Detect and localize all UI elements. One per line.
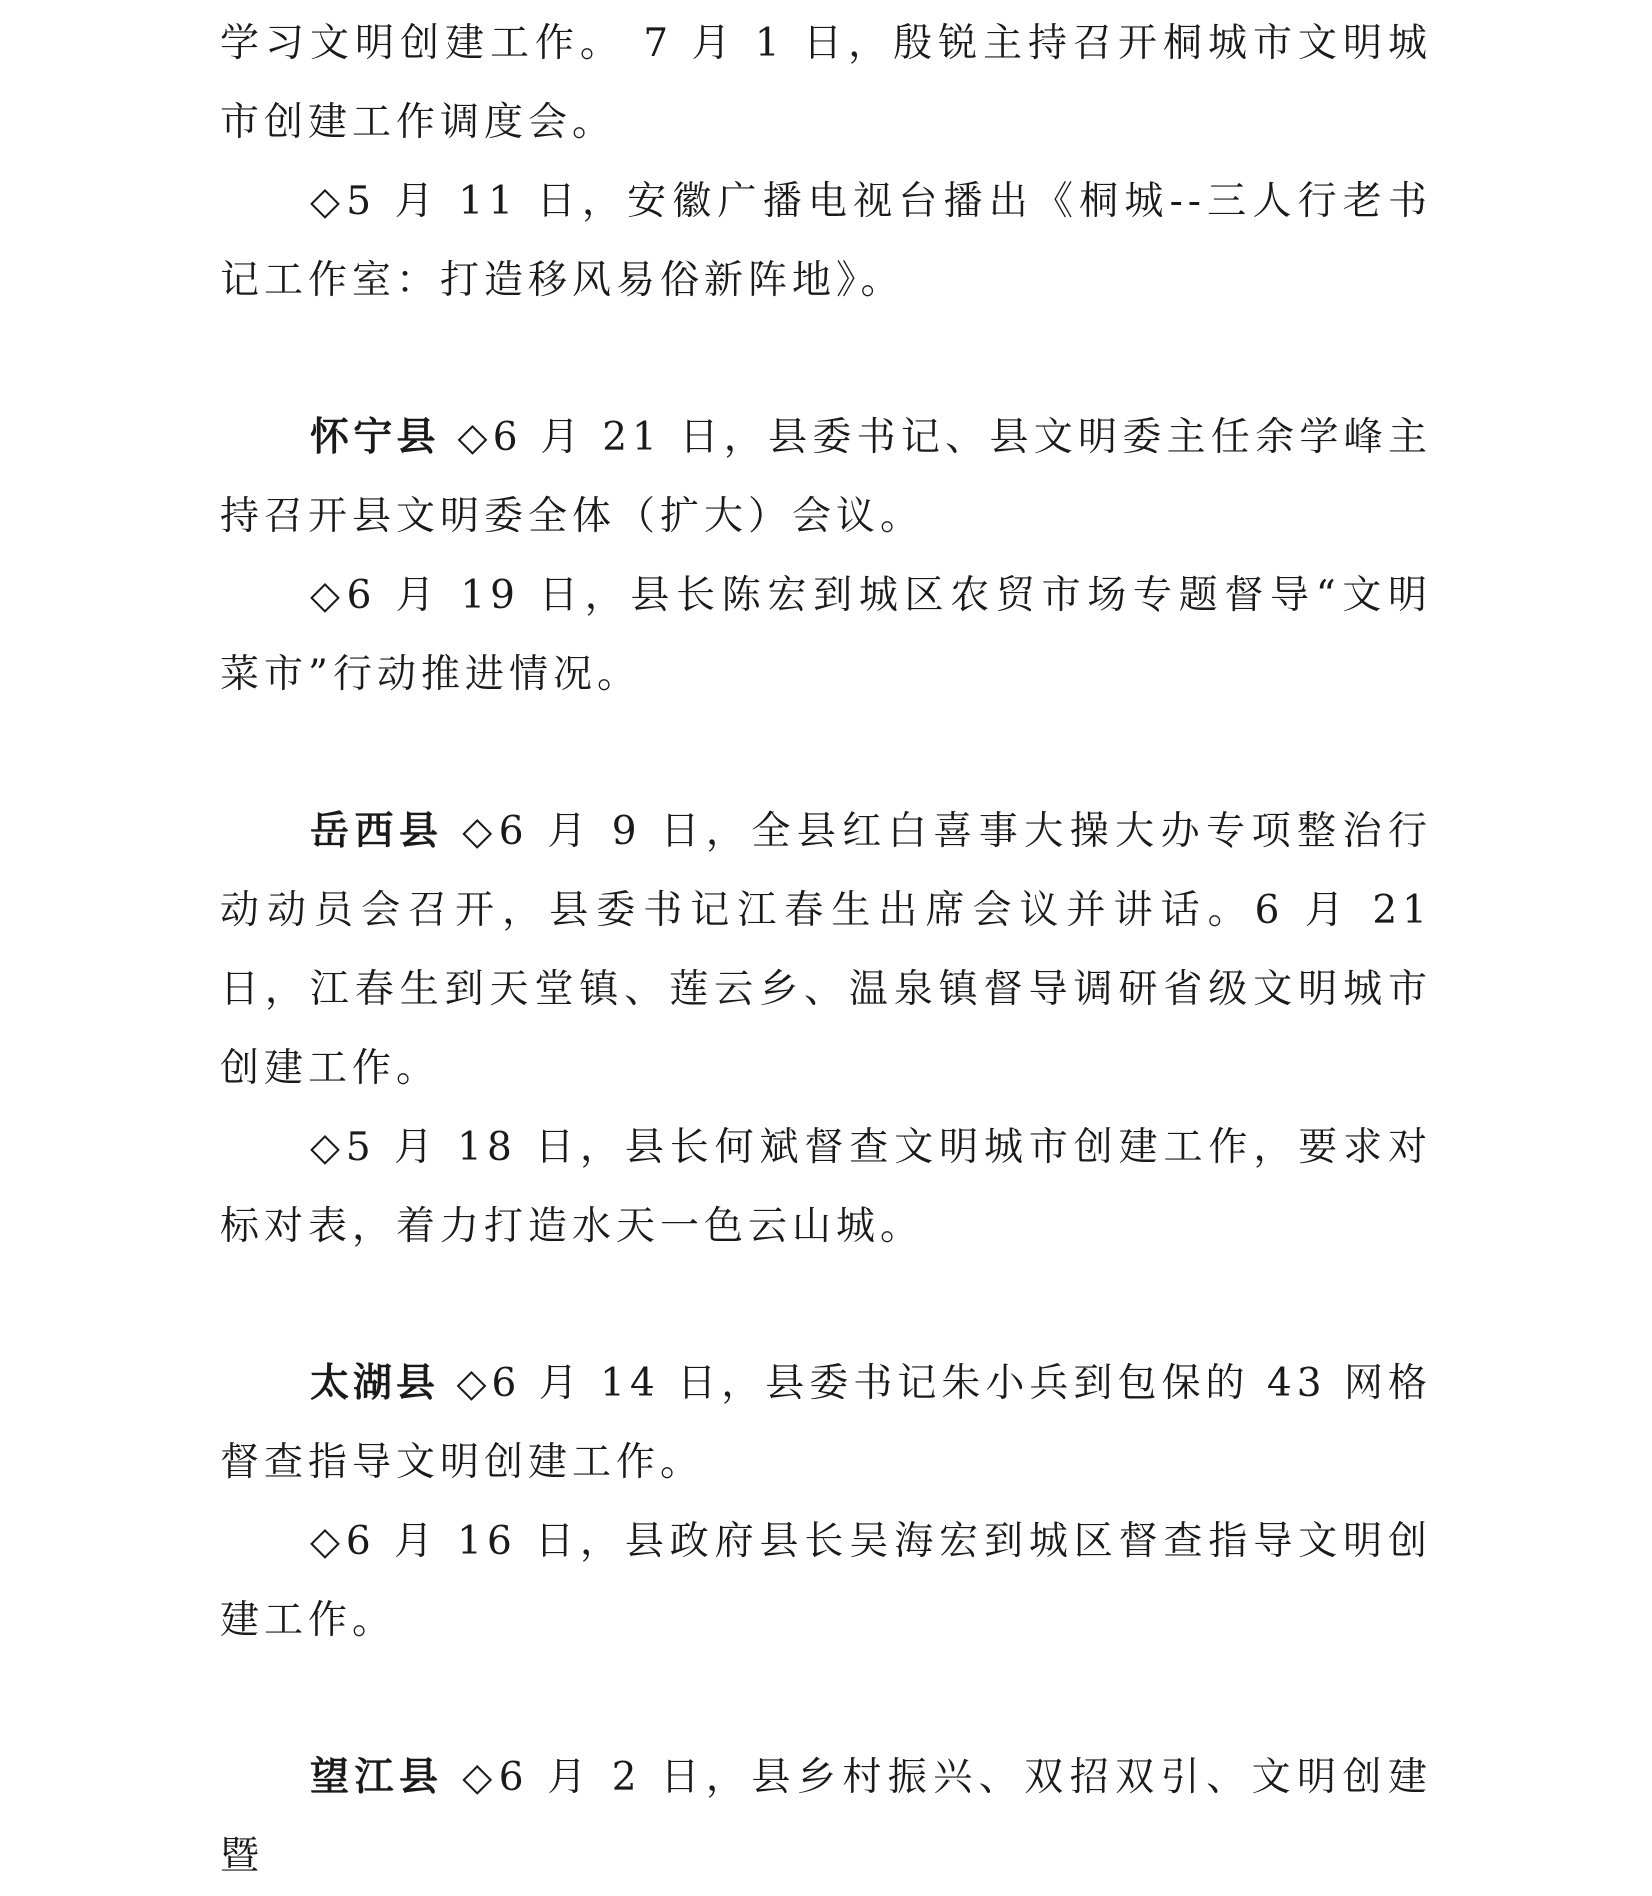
tongcheng-paragraph-continued: 学习文明创建工作。 7 月 1 日，殷锐主持召开桐城市文明城市创建工作调度会。 [220,21,1432,145]
taihu-text-1: ◇6 月 14 日，县委书记朱小兵到包保的 43 网格督查指导文明创建工作。 [220,1361,1432,1485]
taihu-paragraph-2: ◇6 月 16 日，县政府县长吴海宏到城区督查指导文明创建工作。 [220,1519,1432,1643]
county-name-huaining: 怀宁县 [310,414,440,460]
taihu-paragraph-1 [220,1344,1432,1502]
document-page [220,0,1432,1896]
yuexi-text-1: ◇6 月 9 日，全县红白喜事大操大办专项整治行动动员会召开，县委书记江春生出席会议并讲话。6 月 21 日，江春生到天堂镇、莲云乡、温泉镇督导调研省级文明城市创建工作。 [220,809,1432,1091]
wangjiang-text-1: ◇6 月 2 日，县乡村振兴、双招双引、文明创建暨 [220,1755,1432,1879]
huaining-paragraph-1 [220,398,1432,556]
county-name-wangjiang: 望江县 [310,1754,444,1800]
huaining-paragraph-2: ◇6 月 19 日，县长陈宏到城区农贸市场专题督导“文明菜市”行动推进情况。 [220,573,1432,697]
wangjiang-paragraph-1 [220,1738,1432,1896]
huaining-text-1: ◇6 月 21 日，县委书记、县文明委主任余学峰主持召开县文明委全体（扩大）会议。 [220,415,1432,539]
yuexi-paragraph-1 [220,792,1432,1108]
tongcheng-paragraph-2: ◇5 月 11 日，安徽广播电视台播出《桐城--三人行老书记工作室：打造移风易俗新阵地》。 [220,179,1432,303]
section-spacer [220,1660,1432,1738]
section-spacer [220,320,1432,398]
section-spacer [220,714,1432,792]
section-spacer [220,1266,1432,1344]
county-name-yuexi: 岳西县 [310,808,444,854]
county-name-taihu: 太湖县 [310,1360,440,1406]
yuexi-paragraph-2: ◇5 月 18 日，县长何斌督查文明城市创建工作，要求对标对表，着力打造水天一色云山城。 [220,1125,1432,1249]
